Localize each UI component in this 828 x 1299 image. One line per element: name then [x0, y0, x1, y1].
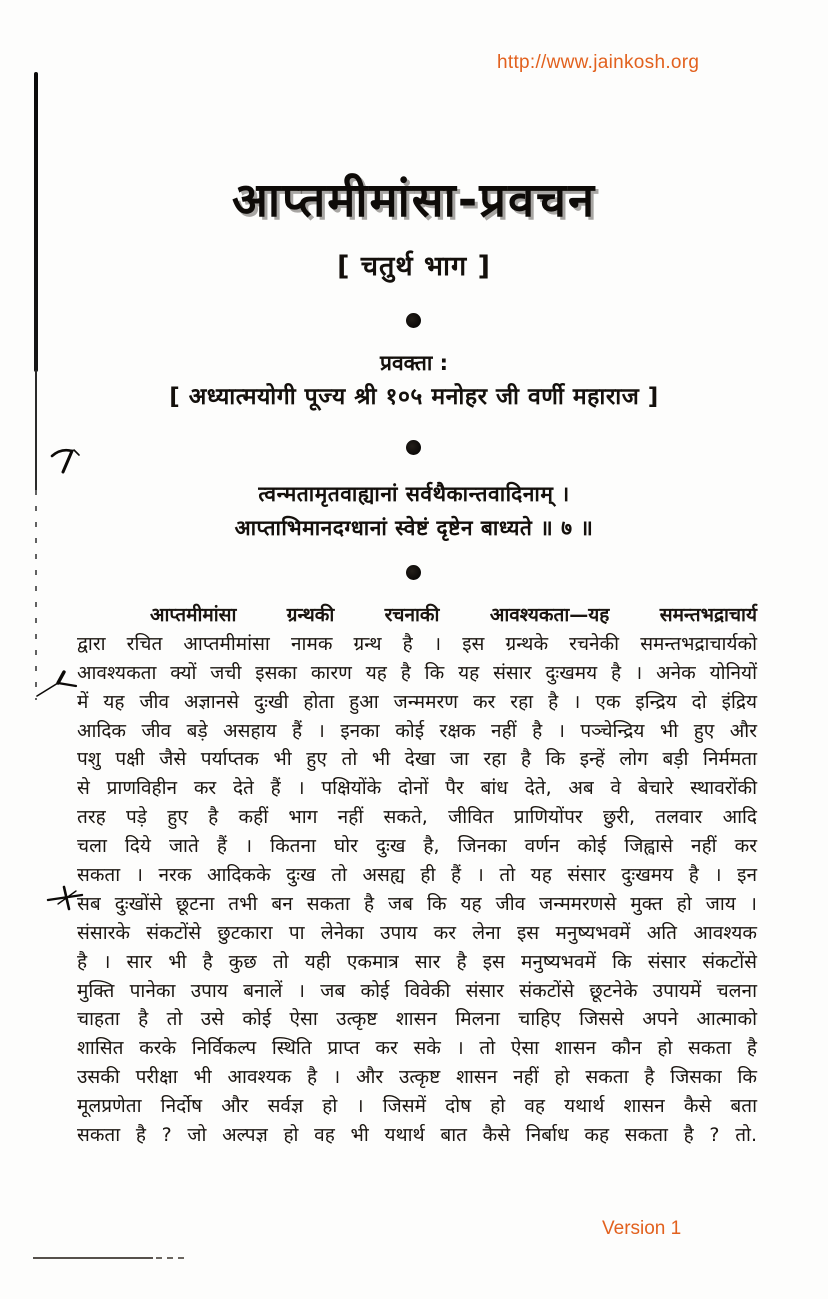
body-text-line: उसकी परीक्षा भी आवश्यक है । और उत्कृष्ट शासन नहीं हो सकता है जिसका कि [77, 1066, 757, 1089]
body-text-line: आदिक जीव बड़े असहाय हैं । इनका कोई रक्षक नहीं है । पञ्चेन्द्रिय भी हुए और [77, 719, 757, 742]
body-text-line: पशु पक्षी जैसे पर्याप्तक भी हुए तो भी देखा जा रहा है कि इन्हें लोग बड़ी निर्ममता [77, 748, 757, 771]
hook-ink-mark [50, 446, 82, 478]
scan-bottom-line-dashes [156, 1257, 188, 1259]
page-title: आप्तमीमांसा-प्रवचन [231, 173, 597, 228]
body-paragraph [77, 601, 757, 1150]
body-text-line: सब दुःखोंसे छूटना तभी बन सकता है जब कि यह जीव जन्ममरणसे मुक्त हो जाय । [77, 892, 757, 915]
version-label: Version 1 [602, 1218, 682, 1239]
body-text-line: में यह जीव अज्ञानसे दुःखी होता हुआ जन्ममरण कर रहा है । एक इन्द्रिय दो इंद्रिय [77, 690, 757, 713]
body-text-line: मुक्ति पानेका उपाय बनालें । जब कोई विवेकी संसार संकटोंसे छूटनेके उपायमें चलना [77, 979, 757, 1002]
body-text-line: आवश्यकता क्यों जची इसका कारण यह है कि यह संसार दुःखमय है । अनेक योनियों [77, 661, 757, 684]
verse-line-1: त्वन्मतामृतवाह्यानां सर्वथैकान्तवादिनाम् । [258, 482, 570, 506]
body-text-line: है । सार भी है कुछ तो यही एकमात्र सार है इस मनुष्यभवमें कि संसार संकटोंसे [77, 950, 757, 973]
body-text-line: मूलप्रणेता निर्दोष और सर्वज्ञ हो । जिसमें दोष हो वह यथार्थ शासन कैसे बता [77, 1095, 757, 1118]
body-text-line: चाहता है तो उसे कोई ऐसा उत्कृष्ट शासन मिलना चाहिए जिससे अपने आत्माको [77, 1008, 757, 1031]
body-text-line: आप्तमीमांसा ग्रन्थकी रचनाकी आवश्यकता—यह समन्तभद्राचार्य [150, 604, 757, 626]
speaker-heading: प्रवक्ता : [380, 351, 448, 375]
sanskrit-verse [0, 477, 828, 545]
body-text-line: संसारके संकटोंसे छुटकारा पा लेनेका उपाय कर लेना इस मनुष्यभवमें अति आवश्यक [77, 921, 757, 944]
scan-bottom-line [33, 1257, 153, 1259]
body-text-line: चला दिये जाते हैं । कितना घोर दुःख है, जिनका वर्णन कोई जिह्वासे नहीं कर [77, 835, 757, 858]
watermark-url-link[interactable]: http://www.jainkosh.org [497, 52, 700, 73]
speaker-name: [ अध्यात्मयोगी पूज्य श्री १०५ मनोहर जी वर्णी महाराज ] [169, 384, 659, 410]
body-text-line: तरह पड़े हुए है कहीं भाग नहीं सकते, जीवित प्राणियोंपर छुरी, तलवार आदि [77, 806, 757, 829]
divider-dot-icon [406, 313, 421, 328]
body-text-line: शासित करके निर्विकल्प स्थिति प्राप्त कर सके । तो ऐसा शासन कौन हो सकता है [77, 1037, 757, 1060]
divider-dot-icon [406, 565, 421, 580]
divider-dot-icon [406, 440, 421, 455]
body-text-line: द्वारा रचित आप्तमीमांसा नामक ग्रन्थ है । इस ग्रन्थके रचनेकी समन्तभद्राचार्यको [77, 632, 757, 655]
body-text-line: सकता । नरक आदिकके दुःख तो असह्य ही हैं । तो यह संसार दुःखमय है । इन [77, 864, 757, 887]
volume-subtitle: [ चतुर्थ भाग ] [337, 251, 491, 282]
body-text-line: सकता है ? जो अल्पज्ञ हो वह भी यथार्थ बात कैसे निर्बाध कह सकता है ? तो. [77, 1124, 757, 1147]
body-text-line: से प्राणविहीन कर देते हैं । पक्षियोंके दोनों पैर बांध देते, अब वे बेचारे स्थावरोंकी [77, 777, 757, 800]
verse-line-2: आप्ताभिमानदग्धानां स्वेष्टं दृष्टेन बाध्यते ॥ ७ ॥ [234, 516, 594, 540]
